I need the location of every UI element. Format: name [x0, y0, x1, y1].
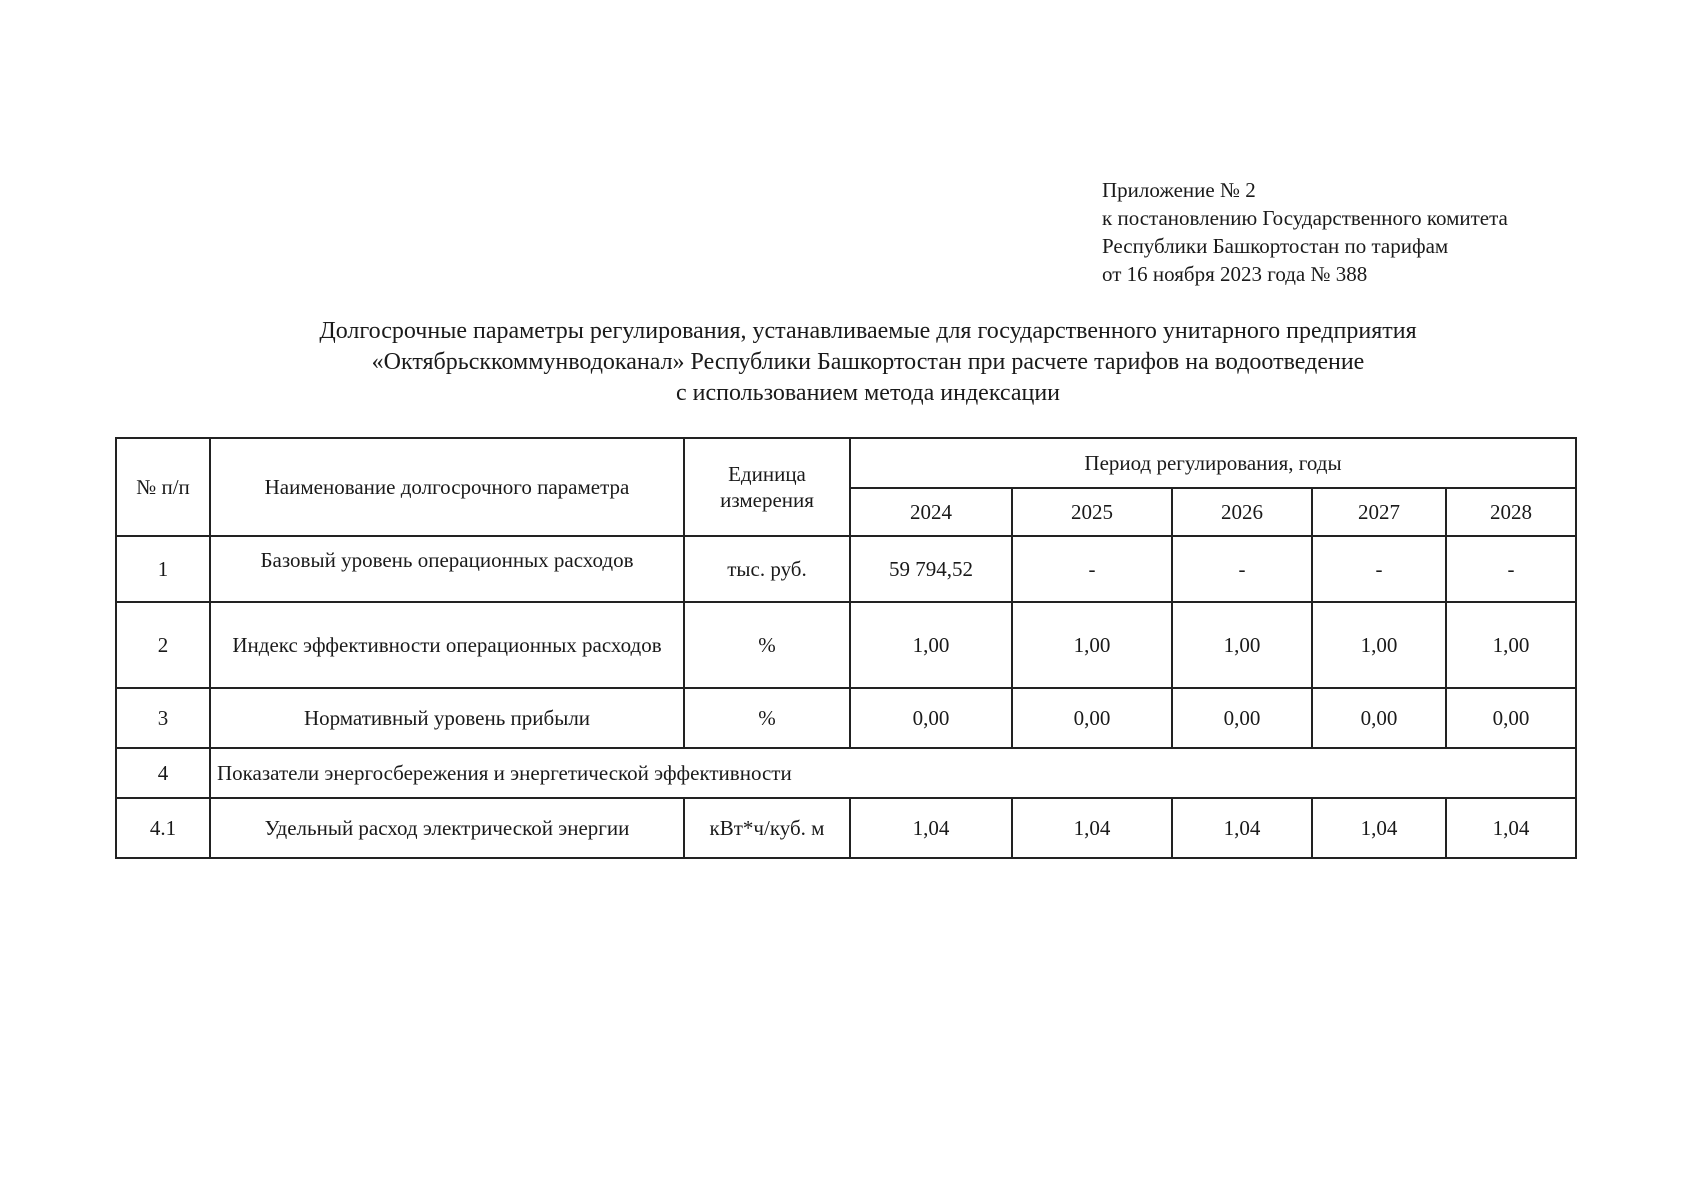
row-value: 1,04: [1012, 798, 1172, 858]
document-title: [0, 316, 1696, 409]
row-num: 1: [116, 536, 210, 602]
row-name: Нормативный уровень прибыли: [210, 688, 684, 748]
row-value: 0,00: [1312, 688, 1446, 748]
header-period: Период регулирования, годы: [850, 438, 1576, 488]
row-value: 1,04: [1312, 798, 1446, 858]
row-value: 1,00: [1172, 602, 1312, 688]
header-num: № п/п: [116, 438, 210, 536]
header-year: 2025: [1012, 488, 1172, 536]
table-row-section: [116, 748, 1576, 798]
title-line: «Октябрьсккоммунводоканал» Республики Башкортостан при расчете тарифов на водоотведение: [371, 349, 1365, 375]
parameters-table: [115, 437, 1577, 859]
table-row: [116, 536, 1576, 602]
appendix-line: от 16 ноября 2023 года № 388: [1102, 262, 1368, 286]
table-row: [116, 688, 1576, 748]
row-value: 1,04: [1172, 798, 1312, 858]
row-value: 0,00: [1012, 688, 1172, 748]
row-unit: %: [684, 602, 850, 688]
header-year: 2026: [1172, 488, 1312, 536]
row-value: 1,04: [1446, 798, 1576, 858]
row-value: 0,00: [1172, 688, 1312, 748]
title-line: Долгосрочные параметры регулирования, устанавливаемые для государственного унитарного предприятия: [319, 318, 1417, 344]
row-name: Базовый уровень операционных расходов: [210, 536, 684, 602]
table-row: [116, 798, 1576, 858]
row-value: -: [1312, 536, 1446, 602]
header-year: 2027: [1312, 488, 1446, 536]
appendix-line: Приложение № 2: [1102, 178, 1256, 202]
row-num: 4.1: [116, 798, 210, 858]
row-unit: %: [684, 688, 850, 748]
table-row: [116, 602, 1576, 688]
row-value: 0,00: [1446, 688, 1576, 748]
row-unit: кВт*ч/куб. м: [684, 798, 850, 858]
row-name: Индекс эффективности операционных расходов: [210, 602, 684, 688]
row-value: -: [1172, 536, 1312, 602]
row-value: 1,00: [1012, 602, 1172, 688]
header-year: 2024: [850, 488, 1012, 536]
row-num: 2: [116, 602, 210, 688]
row-name: Удельный расход электрической энергии: [210, 798, 684, 858]
row-value: 1,04: [850, 798, 1012, 858]
row-value: 1,00: [1446, 602, 1576, 688]
row-value: -: [1012, 536, 1172, 602]
row-value: 0,00: [850, 688, 1012, 748]
appendix-line: Республики Башкортостан по тарифам: [1102, 234, 1449, 258]
row-num: 4: [116, 748, 210, 798]
row-value: -: [1446, 536, 1576, 602]
appendix-line: к постановлению Государственного комитета: [1102, 206, 1508, 230]
title-line: с использованием метода индексации: [675, 380, 1061, 406]
row-value: 59 794,52: [850, 536, 1012, 602]
row-value: 1,00: [850, 602, 1012, 688]
row-name: Показатели энергосбережения и энергетической эффективности: [210, 748, 1576, 798]
row-value: 1,00: [1312, 602, 1446, 688]
appendix-note: [1102, 176, 1508, 288]
row-num: 3: [116, 688, 210, 748]
row-unit: тыс. руб.: [684, 536, 850, 602]
header-year: 2028: [1446, 488, 1576, 536]
header-name: Наименование долгосрочного параметра: [210, 438, 684, 536]
header-unit: Единица измерения: [684, 438, 850, 536]
header-row: [116, 438, 1576, 488]
